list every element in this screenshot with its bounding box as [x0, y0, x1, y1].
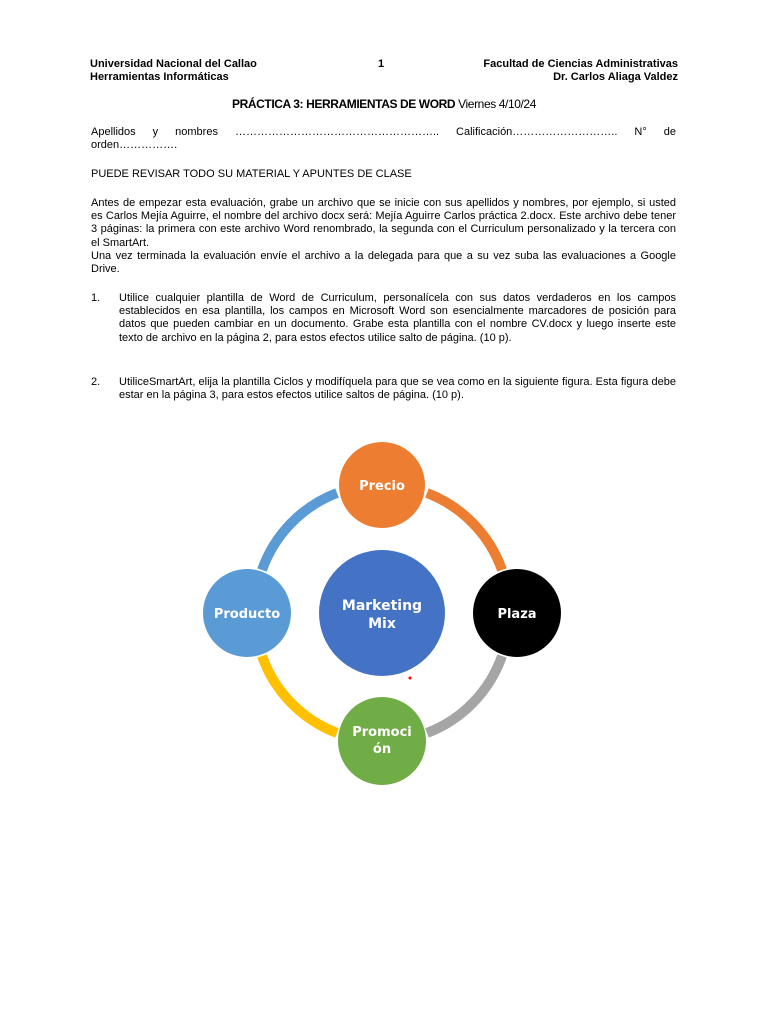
intro-paragraph-2: Una vez terminada la evaluación envíe el archivo a la delegada para que a su vez suba las evaluaciones a Google Drive. — [91, 249, 676, 276]
arc-precio-plaza — [427, 493, 502, 570]
notice-text: PUEDE REVISAR TODO SU MATERIAL Y APUNTES DE CLASE — [91, 168, 412, 180]
list-item-text: Utilice cualquier plantilla de Word de Curriculum, personalícela con sus datos verdaderos en los campos establecidos en esa plantilla, los campos en Microsoft Word son esencialmente marcadores de posición para datos que pueden cambiar en un documento. Grabe esta plantilla con el nombre CV.docx y luego inserte este texto de archivo en la página 2, para estos efectos utilice salto de página. (10 p). — [119, 292, 676, 344]
arc-plaza-promocion — [427, 656, 502, 733]
promocion-label-line-1: Promoci — [352, 725, 412, 740]
promocion-label-line-2: ón — [372, 742, 392, 757]
header-right — [483, 58, 678, 84]
student-fields — [91, 126, 676, 152]
arc-promocion-producto — [262, 656, 337, 733]
title-date: Viernes 4/10/24 — [458, 97, 536, 111]
plaza-label: Plaza — [497, 607, 537, 622]
node-producto — [203, 569, 291, 657]
list-item-number: 2. — [91, 376, 101, 388]
fields-line-1: Apellidos y nombres ……………………………………………….. Calificación……………………….. N° de — [91, 126, 676, 138]
header-left — [90, 58, 257, 84]
intro-section — [91, 197, 676, 276]
precio-label: Precio — [359, 479, 405, 494]
page-number: 1 — [378, 58, 385, 70]
document-title — [0, 97, 768, 111]
professor-name: Dr. Carlos Aliaga Valdez — [553, 71, 678, 83]
university-name: Universidad Nacional del Callao — [90, 58, 257, 70]
intro-paragraph-1: Antes de empezar esta evaluación, grabe un archivo que se inicie con sus apellidos y nombres, por ejemplo, si usted es Carlos Mejía Aguirre, el nombre del archivo docx será: Mejía Aguirre Carlos práctica 2.docx. Este archivo debe tener 3 páginas: la primera con este archivo Word renombrado, la segunda con el Curriculum personalizado y la tercera con el SmartArt. — [91, 197, 676, 249]
center-label-line-2: Mix — [368, 616, 396, 632]
faculty-name: Facultad de Ciencias Administrativas — [483, 58, 678, 70]
smartart-cycle-diagram — [190, 430, 580, 800]
center-label-line-1: Marketing — [341, 598, 423, 614]
title-main: PRÁCTICA 3: HERRAMIENTAS DE WORD — [232, 97, 456, 111]
red-dot-mark — [409, 677, 412, 680]
course-name: Herramientas Informáticas — [90, 71, 229, 83]
list-item-number: 1. — [91, 292, 101, 304]
arc-producto-precio — [262, 493, 337, 570]
node-plaza — [473, 569, 561, 657]
producto-label: Producto — [213, 607, 281, 622]
fields-line-2: orden……………. — [91, 139, 178, 152]
promocion-circle — [338, 697, 426, 785]
node-precio — [339, 442, 425, 528]
node-promocion — [338, 697, 426, 785]
node-marketing-mix — [319, 550, 445, 676]
list-item-text: UtiliceSmartArt, elija la plantilla Ciclos y modifíquela para que se vea como en la siguiente figura. Esta figura debe estar en la página 3, para estos efectos utilice saltos de página. (10 p). — [119, 376, 676, 402]
